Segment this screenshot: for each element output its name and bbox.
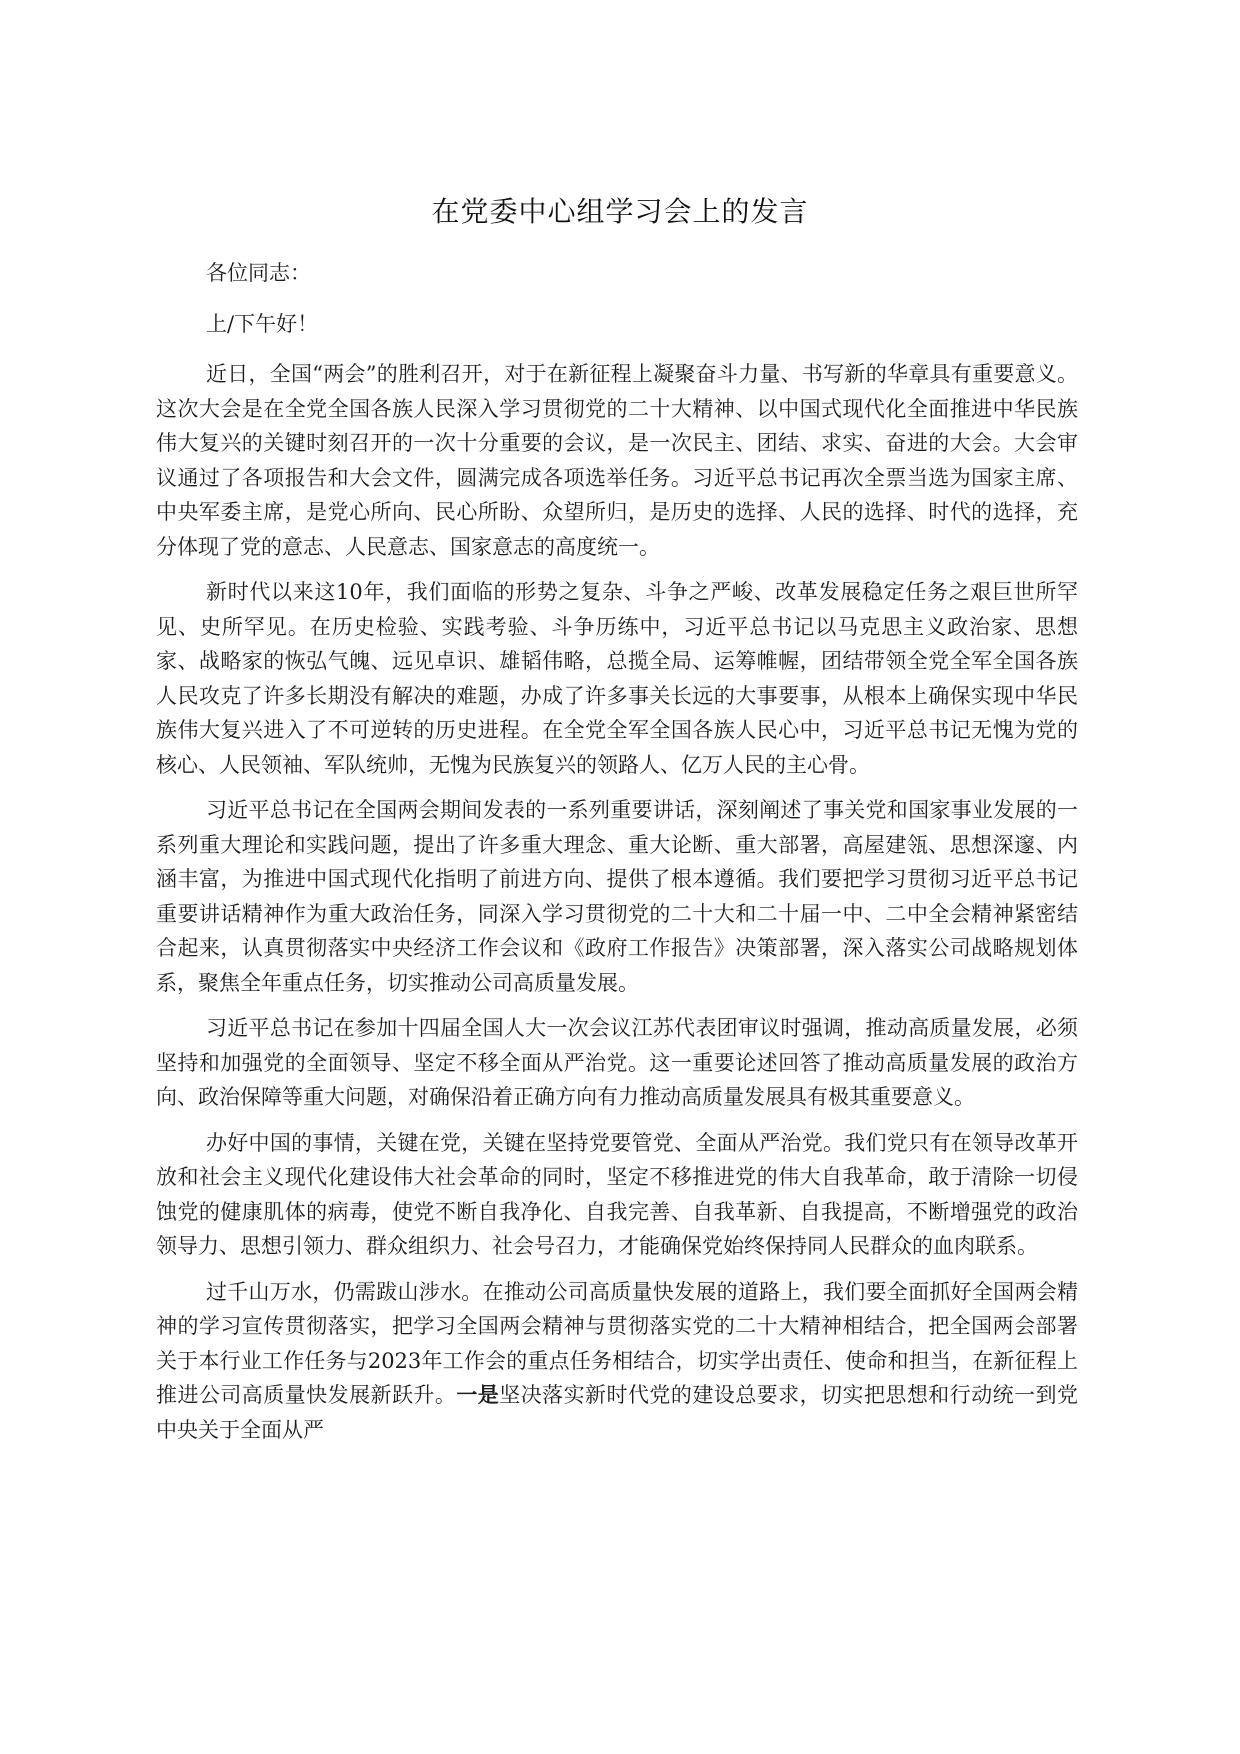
paragraph-1: 近日，全国“两会”的胜利召开，对于在新征程上凝聚奋斗力量、书写新的华章具有重要意义。这次大会是在全党全国各族人民深入学习贯彻党的二十大精神、以中国式现代化全面推进中华民族伟大复兴的关键时刻召开的一次十分重要的会议，是一次民主、团结、求实、奋进的大会。大会审议通过了各项报告和大会文件，圆满完成各项选举任务。习近平总书记再次全票当选为国家主席、中央军委主席，是党心所向、民心所盼、众望所归，是历史的选择、人民的选择、时代的选择，充分体现了党的意志、人民意志、国家意志的高度统一。 (156, 362, 1078, 559)
paragraph-5: 办好中国的事情，关键在党，关键在坚持党要管党、全面从严治党。我们党只有在领导改革开放和社会主义现代化建设伟大社会革命的同时，坚定不移推进党的伟大自我革命，敢于清除一切侵蚀党的健康肌体的病毒，使党不断自我净化、自我完善、自我革新、自我提高，不断增强党的政治领导力、思想引领力、群众组织力、社会号召力，才能确保党始终保持同人民群众的血肉联系。 (156, 1130, 1078, 1258)
document-title: 在党委中心组学习会上的发言 (431, 195, 809, 228)
paragraph-4: 习近平总书记在参加十四届全国人大一次会议江苏代表团审议时强调，推动高质量发展，必须坚持和加强党的全面领导、坚定不移全面从严治党。这一重要论述回答了推动高质量发展的政治方向、政治保障等重大问题，对确保沿着正确方向有力推动高质量发展具有极其重要意义。 (156, 1016, 1078, 1109)
paragraph-6-bold-lead: 一是 (456, 1382, 500, 1407)
salutation: 各位同志： (206, 261, 311, 285)
greeting: 上/下午好！ (206, 311, 319, 336)
paragraph-2: 新时代以来这10年，我们面临的形势之复杂、斗争之严峻、改革发展稳定任务之艰巨世所罕见、史所罕见。在历史检验、实践考验、斗争历练中，习近平总书记以马克思主义政治家、思想家、战略家的恢弘气魄、远见卓识、雄韬伟略，总揽全局、运筹帷幄，团结带领全党全军全国各族人民攻克了许多长期没有解决的难题，办成了许多事关长远的大事要事，从根本上确保实现中华民族伟大复兴进入了不可逆转的历史进程。在全党全军全国各族人民心中，习近平总书记无愧为党的核心、人民领袖、军队统帅，无愧为民族复兴的领路人、亿万人民的主心骨。 (156, 580, 1078, 777)
document-body (156, 256, 1078, 1458)
paragraph-6-text: 过千山万水，仍需跋山涉水。在推动公司高质量快发展的道路上，我们要全面抓好全国两会精神的学习宣传贯彻落实，把学习全国两会精神与贯彻落实党的二十大精神相结合，把全国两会部署关于本行业工作任务与2023年工作会的重点任务相结合，切实学出责任、使命和担当，在新征程上推进公司高质量快发展新跃升。 (156, 1279, 1078, 1407)
paragraph-6 (156, 1275, 1078, 1448)
paragraph-6-tail: 坚决落实新时代党的建设总要求，切实把思想和行动统一到党中央关于全面从严 (156, 1383, 1079, 1442)
paragraph-3: 习近平总书记在全国两会期间发表的一系列重要讲话，深刻阐述了事关党和国家事业发展的一系列重大理论和实践问题，提出了许多重大理念、重大论断、重大部署，高屋建瓴、思想深邃、内涵丰富，为推进中国式现代化指明了前进方向、提供了根本遵循。我们要把学习贯彻习近平总书记重要讲话精神作为重大政治任务，同深入学习贯彻党的二十大和二十届一中、二中全会精神紧密结合起来，认真贯彻落实中央经济工作会议和《政府工作报告》决策部署，深入落实公司战略规划体系，聚焦全年重点任务，切实推动公司高质量发展。 (156, 798, 1078, 995)
